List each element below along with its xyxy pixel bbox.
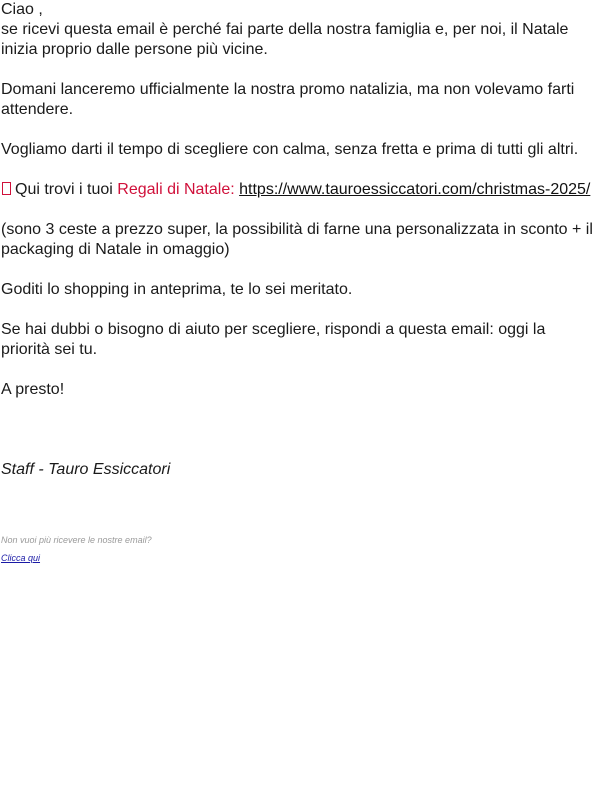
closing: A presto! <box>1 381 65 398</box>
gift-line-prefix: Qui trovi i tuoi <box>15 181 118 198</box>
enjoy-paragraph: Goditi lo shopping in anteprima, te lo sei meritato. <box>1 281 353 298</box>
gift-line <box>1 180 596 200</box>
launch-paragraph: Domani lanceremo ufficialmente la nostra promo natalizia, ma non volevamo farti attendere. <box>1 81 575 118</box>
signature-spacer <box>1 420 600 460</box>
signature: Staff - Tauro Essiccatori <box>1 461 171 478</box>
help-paragraph: Se hai dubbi o bisogno di aiuto per scegliere, rispondi a questa email: oggi la priorità sei tu. <box>1 321 546 358</box>
footer <box>1 534 600 567</box>
details-paragraph: (sono 3 ceste a prezzo super, la possibilità di farne una personalizzata in sconto + il packaging di Natale in omaggio) <box>1 221 593 258</box>
unsubscribe-link[interactable]: Clicca qui <box>1 553 41 563</box>
gift-highlight: Regali di Natale: <box>117 181 235 198</box>
intro-paragraph: se ricevi questa email è perché fai parte della nostra famiglia e, per noi, il Natale inizia proprio dalle persone più vicine. <box>1 21 569 58</box>
time-paragraph: Vogliamo darti il tempo di scegliere con calma, senza fretta e prima di tutti gli altri. <box>1 141 579 158</box>
footer-spacer <box>1 480 600 534</box>
gift-icon <box>2 182 11 195</box>
greeting: Ciao , <box>1 1 43 18</box>
unsubscribe-question: Non vuoi più ricevere le nostre email? <box>1 535 152 545</box>
christmas-link[interactable]: https://www.tauroessiccatori.com/christmas-2025/ <box>239 181 591 198</box>
